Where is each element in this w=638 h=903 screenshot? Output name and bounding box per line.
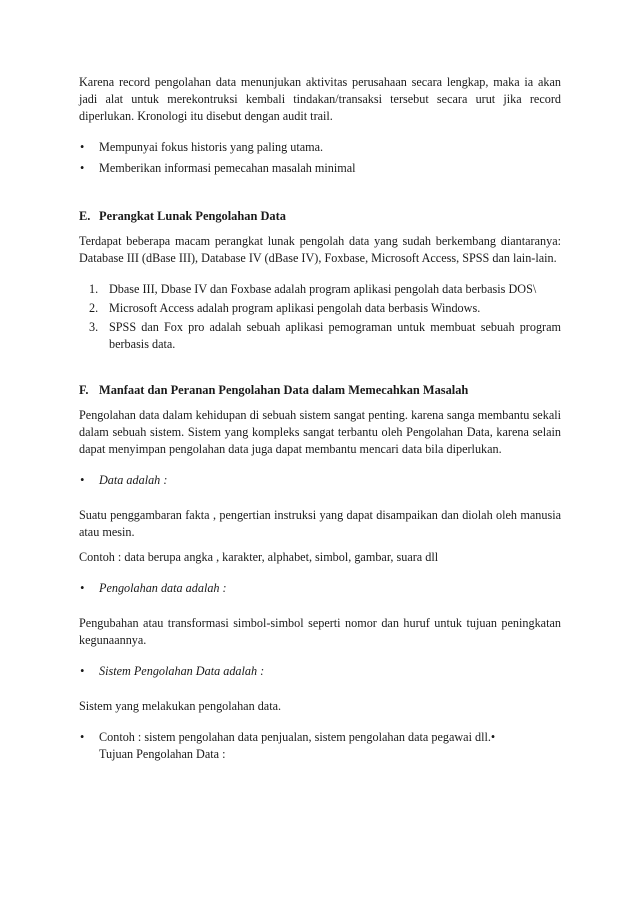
bullet-icon: • [80, 161, 85, 175]
software-list [79, 281, 561, 353]
list-item: • Pengolahan data adalah : [80, 581, 227, 595]
processing-heading-list [79, 580, 561, 597]
list-item: 1. Dbase III, Dbase IV dan Foxbase adalah program aplikasi pengolah data berbasis DOS\ [89, 282, 537, 296]
data-example: Contoh : data berupa angka , karakter, alphabet, simbol, gambar, suara dll [79, 550, 439, 564]
bullet-icon: • [80, 730, 85, 744]
section-f-paragraph: Pengolahan data dalam kehidupan di sebuah sistem sangat penting. karena sanga membantu sekali dalam sebuah sistem. Sistem yang kompleks sangat terbantu oleh Pengolahan Data, karena selain dapat menyimpan pengolahan data juga dapat membantu mencari data bila diperlukan. [79, 408, 561, 456]
list-item: • Sistem Pengolahan Data adalah : [80, 664, 265, 678]
section-f-heading: F. Manfaat dan Peranan Pengolahan Data dalam Memecahkan Masalah [79, 383, 469, 397]
bullet-icon: • [80, 473, 85, 487]
processing-definition: Pengubahan atau transformasi simbol-simbol seperti nomor dan huruf untuk tujuan peningkatan kegunaannya. [79, 616, 561, 647]
bullet-icon: • [80, 664, 85, 678]
bullet-icon: • [80, 581, 85, 595]
section-e-heading: E. Perangkat Lunak Pengolahan Data [79, 209, 286, 223]
system-example-list [79, 729, 561, 763]
system-heading-list [79, 663, 561, 680]
list-item: 2. Microsoft Access adalah program aplikasi pengolah data berbasis Windows. [89, 301, 481, 315]
data-heading-list [79, 472, 561, 489]
list-item: 3. SPSS dan Fox pro adalah sebuah aplikasi pemograman untuk membuat sebuah program berbasis data. [89, 320, 561, 351]
document-page [79, 74, 561, 767]
system-definition: Sistem yang melakukan pengolahan data. [79, 699, 282, 713]
section-e-paragraph: Terdapat beberapa macam perangkat lunak pengolah data yang sudah berkembang diantaranya: Database III (dBase III), Database IV (dBase IV), Foxbase, Microsoft Access, SPSS dan lain-lain. [79, 234, 561, 265]
intro-paragraph: Karena record pengolahan data menunjukan aktivitas perusahaan secara lengkap, maka ia akan jadi alat untuk merekontruksi kembali tindakan/transaksi tersebut secara urut jika record diperlukan. Kronologi itu disebut dengan audit trail. [79, 75, 561, 123]
list-item: • Memberikan informasi pemecahan masalah minimal [80, 161, 356, 175]
intro-bullet-list [79, 139, 561, 177]
bullet-icon: • [80, 140, 85, 154]
list-item: • Data adalah : [80, 473, 168, 487]
list-item: • Mempunyai fokus historis yang paling utama. [80, 140, 324, 154]
purpose-heading: Tujuan Pengolahan Data : [99, 747, 226, 761]
data-definition: Suatu penggambaran fakta , pengertian instruksi yang dapat disampaikan dan diolah oleh manusia atau mesin. [79, 508, 561, 539]
list-item: • Contoh : sistem pengolahan data penjualan, sistem pengolahan data pegawai dll.• Tujuan Pengolahan Data : [80, 730, 496, 761]
